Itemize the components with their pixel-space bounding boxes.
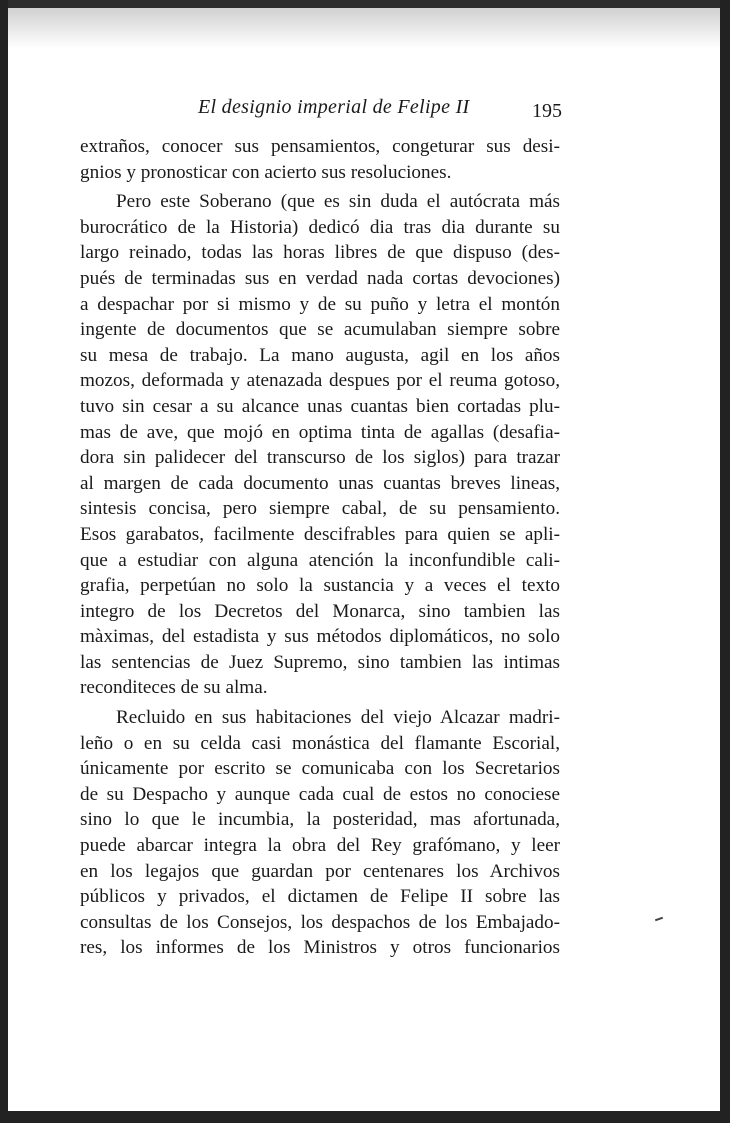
text-line: las sentencias de Juez Supremo, sino tambien las intimas xyxy=(80,651,560,673)
paragraph-2 xyxy=(80,189,560,701)
text-line: su mesa de trabajo. La mano augusta, agil en los años xyxy=(80,344,560,366)
text-line: sino lo que le incumbia, la posteridad, mas afortunada, xyxy=(80,809,560,831)
text-line: burocrático de la Historia) dedicó dia tras dia durante su xyxy=(80,216,560,238)
text-line: que a estudiar con alguna atención la inconfundible cali- xyxy=(80,549,560,571)
paragraph-1 xyxy=(80,134,560,185)
paragraph-3 xyxy=(80,705,560,961)
running-title: El designio imperial de Felipe II xyxy=(198,96,470,118)
text-line: pués de terminadas sus en verdad nada cortas devociones) xyxy=(80,267,560,289)
text-line: consultas de los Consejos, los despachos de los Embajado- xyxy=(80,911,560,933)
scan-edge-left xyxy=(0,0,8,1123)
text-line: públicos y privados, el dictamen de Felipe II sobre las xyxy=(80,886,560,908)
text-line: en los legajos que guardan por centenares los Archivos xyxy=(80,860,560,882)
book-page xyxy=(80,96,560,961)
text-line: Esos garabatos, facilmente descifrables para quien se apli- xyxy=(80,523,560,545)
body-text xyxy=(80,134,560,961)
scan-edge-right xyxy=(720,0,730,1123)
text-line: mas de ave, que mojó en optima tinta de agallas (desafia- xyxy=(80,421,560,443)
text-line: largo reinado, todas las horas libres de que dispuso (des- xyxy=(80,242,560,264)
text-line: màximas, del estadista y sus métodos diplomáticos, no solo xyxy=(80,626,560,648)
scan-edge-top xyxy=(0,0,730,8)
scan-edge-bottom xyxy=(0,1111,730,1123)
text-line: tuvo sin cesar a su alcance unas cuantas bien cortadas plu- xyxy=(80,395,560,417)
text-line: Pero este Soberano (que es sin duda el autócrata más xyxy=(116,191,560,213)
text-line: reconditeces de su alma. xyxy=(80,677,268,699)
text-line: integro de los Decretos del Monarca, sino tambien las xyxy=(80,600,560,622)
text-line: dora sin palidecer del transcurso de los siglos) para trazar xyxy=(80,447,560,469)
scan-smudge xyxy=(8,8,720,48)
text-line: únicamente por escrito se comunicaba con los Secretarios xyxy=(80,758,560,780)
margin-speck xyxy=(655,917,663,922)
text-line: puede abarcar integra la obra del Rey grafómano, y leer xyxy=(80,835,560,857)
text-line: grafia, perpetúan no solo la sustancia y a veces el texto xyxy=(80,575,560,597)
text-line: de su Despacho y aunque cada cual de estos no conociese xyxy=(80,783,560,805)
text-line: sintesis concisa, pero siempre cabal, de su pensamiento. xyxy=(80,498,560,520)
page-number: 195 xyxy=(532,100,562,122)
text-line: res, los informes de los Ministros y otros funcionarios xyxy=(80,937,560,959)
text-line: Recluido en sus habitaciones del viejo Alcazar madri- xyxy=(116,707,560,729)
text-line: extraños, conocer sus pensamientos, congeturar sus desi- xyxy=(80,136,560,157)
text-line: leño o en su celda casi monástica del flamante Escorial, xyxy=(80,732,560,754)
text-line: a despachar por si mismo y de su puño y letra el montón xyxy=(80,293,560,315)
text-line: gnios y pronosticar con acierto sus resoluciones. xyxy=(80,161,452,183)
text-line: ingente de documentos que se acumulaban siempre sobre xyxy=(80,319,560,341)
text-line: al margen de cada documento unas cuantas breves lineas, xyxy=(80,472,560,494)
text-line: mozos, deformada y atenazada despues por el reuma gotoso, xyxy=(80,370,560,392)
running-head xyxy=(80,96,560,126)
